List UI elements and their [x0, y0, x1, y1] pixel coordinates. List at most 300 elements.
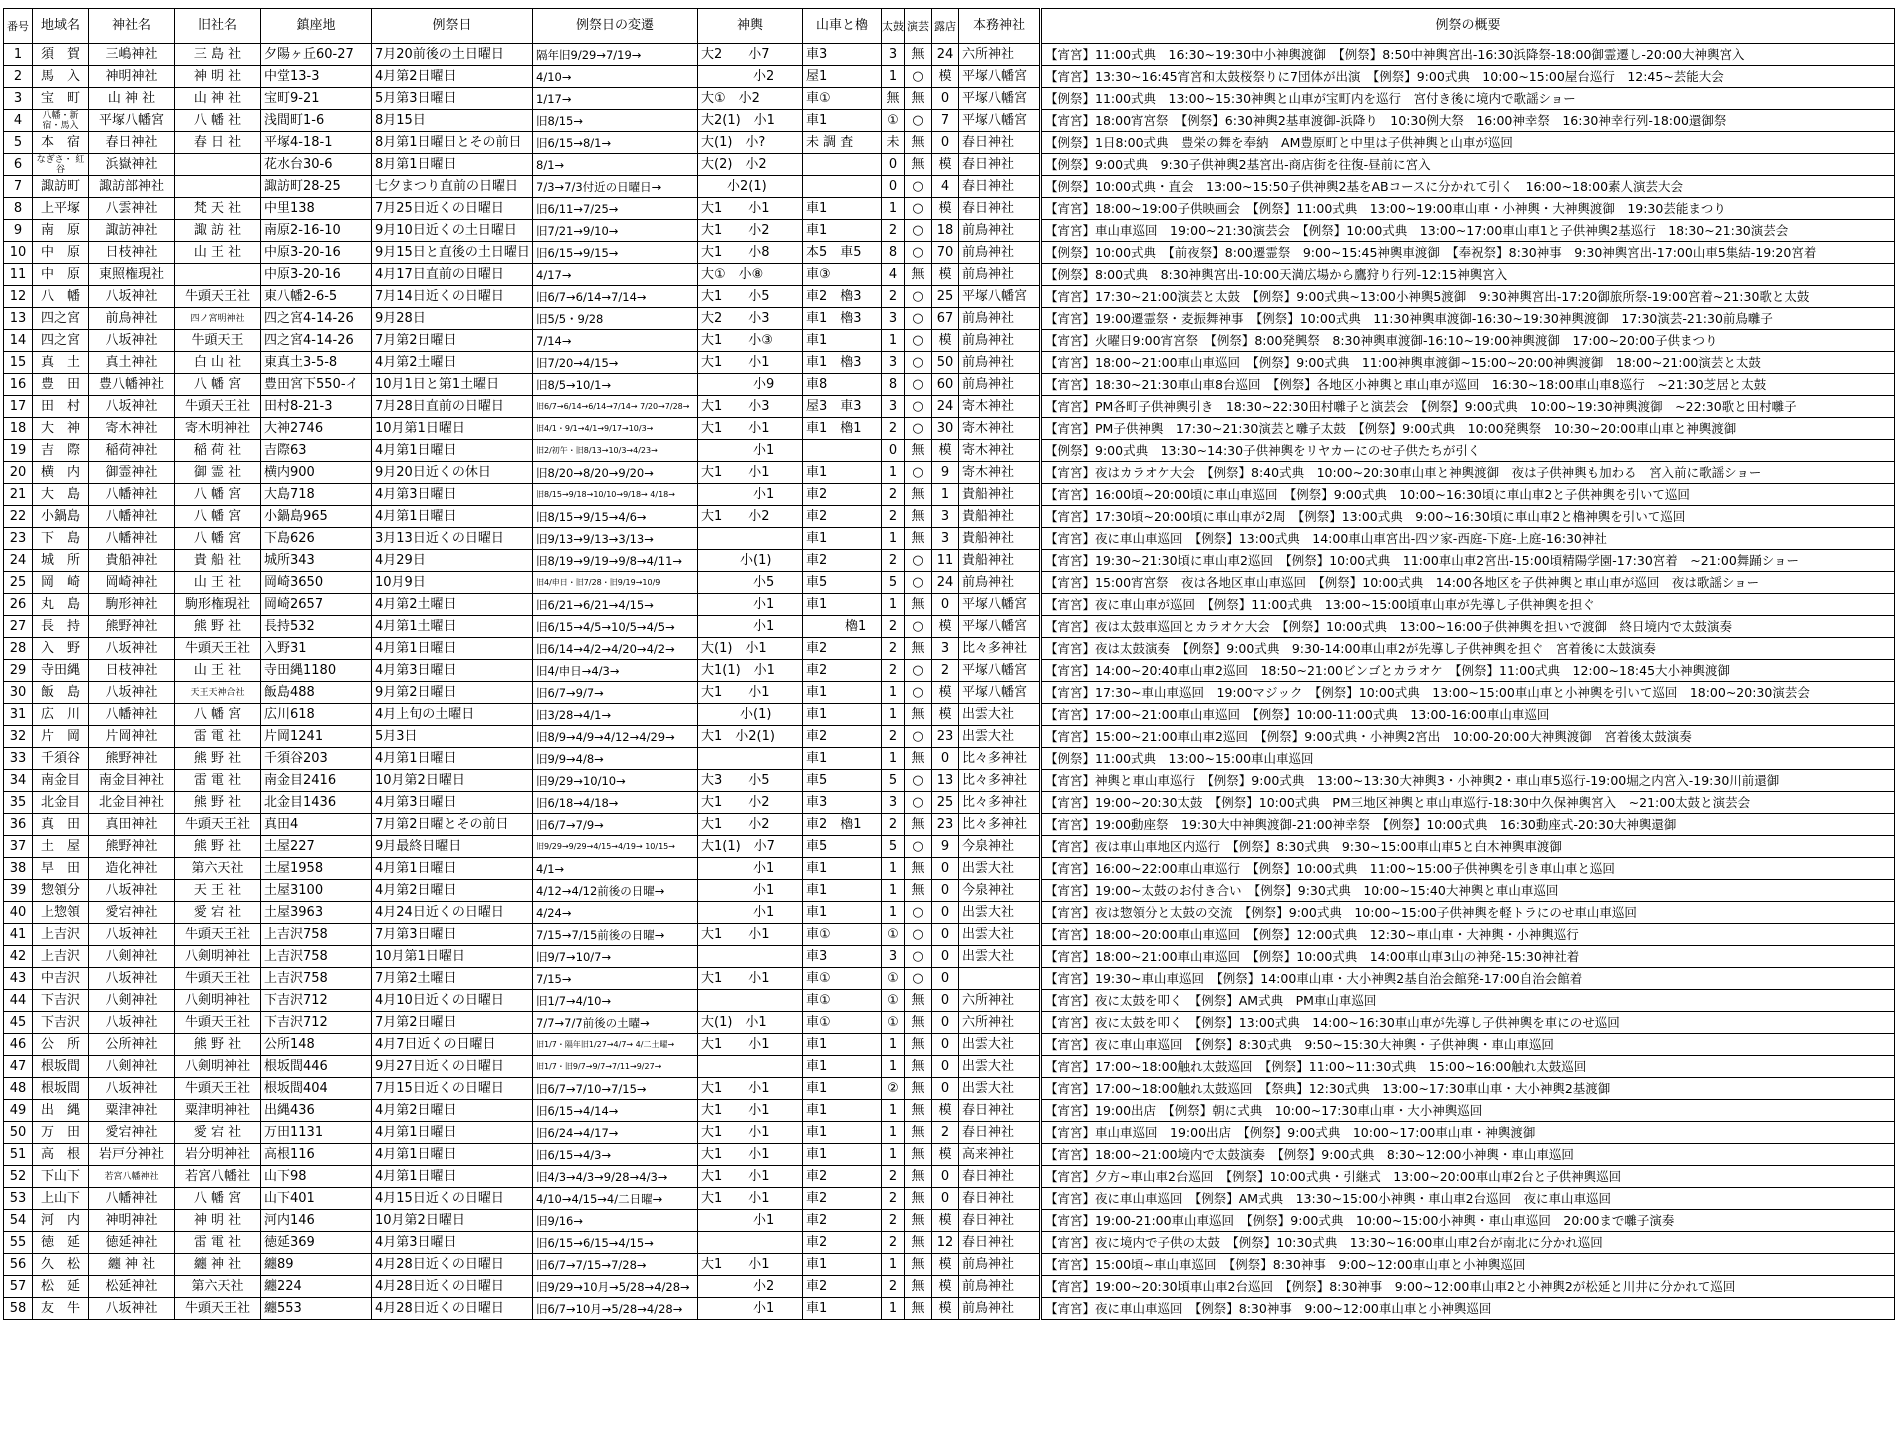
row-stall: 11 [932, 550, 959, 572]
row-no: 4 [4, 110, 33, 132]
row-stall: 70 [932, 242, 959, 264]
row-change: 旧4/1・9/1→4/1→9/17→10/3→ [533, 418, 698, 440]
row-mikoshi: 大(1) 小1 [698, 1012, 803, 1034]
row-old-name: 牛頭天王社 [175, 1012, 261, 1034]
row-performance: ○ [905, 836, 932, 858]
row-dashi: 車3 [803, 44, 882, 66]
table-row [4, 660, 1895, 682]
festival-table [3, 8, 1895, 1320]
row-stall: 0 [932, 1166, 959, 1188]
festival-table-page [3, 8, 1894, 1320]
header-shrine: 神社名 [89, 9, 175, 44]
row-stall: 0 [932, 1188, 959, 1210]
table-row [4, 814, 1895, 836]
row-dashi: 車1 櫓1 [803, 418, 882, 440]
row-change: 7/14→ [533, 330, 698, 352]
row-mikoshi: 大1(1) 小7 [698, 836, 803, 858]
row-stall: 50 [932, 352, 959, 374]
row-no: 14 [4, 330, 33, 352]
table-row [4, 242, 1895, 264]
table-row [4, 88, 1895, 110]
row-summary: 【宵宮】17:00~18:00触れ太鼓巡回 【祭典】12:30式典 13:00~17:30車山車・大小神輿2基渡御 [1041, 1078, 1895, 1100]
row-performance: 無 [905, 1298, 932, 1320]
row-shrine: 御霊神社 [89, 462, 175, 484]
row-festival-day: 9月15日と直後の土日曜日 [372, 242, 533, 264]
row-change: 旧6/21→6/21→4/15→ [533, 594, 698, 616]
row-old-name: 八剣明神社 [175, 1056, 261, 1078]
row-festival-day: 7月第3日曜日 [372, 924, 533, 946]
row-mikoshi: 大1 小1 [698, 1078, 803, 1100]
table-row [4, 44, 1895, 66]
row-area: 早 田 [33, 858, 89, 880]
row-festival-day: 4月10日近くの日曜日 [372, 990, 533, 1012]
row-shrine: 若宮八幡神社 [89, 1166, 175, 1188]
row-drum: ① [882, 110, 905, 132]
row-mikoshi: 小(1) [698, 704, 803, 726]
row-summary: 【宵宮】11:00式典 16:30~19:30中小神輿渡御 【例祭】8:50中神輿宮出-16:30浜降祭-18:00御霊遷し-20:00大神輿宮入 [1041, 44, 1895, 66]
row-shrine: 片岡神社 [89, 726, 175, 748]
row-mikoshi [698, 528, 803, 550]
row-old-name: 八 幡 社 [175, 110, 261, 132]
row-change: 旧9/29→10月→5/28→4/28→ [533, 1276, 698, 1298]
table-row [4, 198, 1895, 220]
row-area: 八幡・新宿・馬入 [33, 110, 89, 132]
row-drum: 1 [882, 1144, 905, 1166]
row-performance: ○ [905, 374, 932, 396]
row-location: 徳延369 [261, 1232, 372, 1254]
row-performance: 無 [905, 594, 932, 616]
row-summary: 【宵宮】17:30頃~20:00頃に車山車が2周 【例祭】13:00式典 9:00~16:30頃に車山車2と櫓神輿を引いて巡回 [1041, 506, 1895, 528]
row-shrine: 纏 神 社 [89, 1254, 175, 1276]
row-old-name: 御 霊 社 [175, 462, 261, 484]
row-festival-day: 5月3日 [372, 726, 533, 748]
row-old-name: 春 日 社 [175, 132, 261, 154]
row-drum: 2 [882, 1188, 905, 1210]
row-old-name: 岩分明神社 [175, 1144, 261, 1166]
header-main-shrine: 本務神社 [959, 9, 1041, 44]
row-drum: 2 [882, 220, 905, 242]
row-location: 真田4 [261, 814, 372, 836]
row-stall: 模 [932, 704, 959, 726]
header-area: 地域名 [33, 9, 89, 44]
row-no: 32 [4, 726, 33, 748]
row-location: 河内146 [261, 1210, 372, 1232]
row-area: 中 原 [33, 264, 89, 286]
row-dashi [803, 154, 882, 176]
row-performance: ○ [905, 660, 932, 682]
row-change: 旧6/24→4/17→ [533, 1122, 698, 1144]
row-location: 田村8-21-3 [261, 396, 372, 418]
row-area: 宝 町 [33, 88, 89, 110]
row-mikoshi: 大1 小1 [698, 1254, 803, 1276]
row-area: 田 村 [33, 396, 89, 418]
row-no: 27 [4, 616, 33, 638]
row-no: 58 [4, 1298, 33, 1320]
row-change: 旧1/7・旧9/7→9/7→7/11→9/27→ [533, 1056, 698, 1078]
row-location: 横内900 [261, 462, 372, 484]
row-dashi: 車2 [803, 638, 882, 660]
row-mikoshi: 大2 小3 [698, 308, 803, 330]
row-change: 旧6/7→9/7→ [533, 682, 698, 704]
row-no: 53 [4, 1188, 33, 1210]
table-row [4, 726, 1895, 748]
row-mikoshi: 大1 小1 [698, 924, 803, 946]
row-drum: 1 [882, 682, 905, 704]
row-old-name: 熊 野 社 [175, 792, 261, 814]
row-festival-day: 7月28日直前の日曜日 [372, 396, 533, 418]
row-main-shrine: 平塚八幡宮 [959, 110, 1041, 132]
row-mikoshi: 大1 小③ [698, 330, 803, 352]
row-no: 18 [4, 418, 33, 440]
row-mikoshi: 大① 小⑧ [698, 264, 803, 286]
row-drum: 3 [882, 946, 905, 968]
row-change: 旧6/15→8/1→ [533, 132, 698, 154]
row-area: 寺田縄 [33, 660, 89, 682]
row-drum: 2 [882, 1276, 905, 1298]
row-main-shrine: 比々多神社 [959, 748, 1041, 770]
row-summary: 【宵宮】19:30~車山車巡回 【例祭】14:00車山車・大小神輿2基自治会館発-17:00自治会館着 [1041, 968, 1895, 990]
row-no: 56 [4, 1254, 33, 1276]
row-festival-day: 4月第3日曜日 [372, 660, 533, 682]
row-shrine: 八坂神社 [89, 330, 175, 352]
row-performance: 無 [905, 132, 932, 154]
row-dashi: 車3 [803, 946, 882, 968]
row-shrine: 平塚八幡宮 [89, 110, 175, 132]
table-body [4, 44, 1895, 1320]
row-stall: 0 [932, 924, 959, 946]
row-dashi: 車1 櫓3 [803, 308, 882, 330]
row-mikoshi: 小1 [698, 440, 803, 462]
table-row [4, 462, 1895, 484]
row-no: 2 [4, 66, 33, 88]
row-drum: 1 [882, 1254, 905, 1276]
row-old-name: 白 山 社 [175, 352, 261, 374]
row-main-shrine: 前鳥神社 [959, 352, 1041, 374]
row-summary: 【宵宮】19:00~20:30太鼓 【例祭】10:00式典 PM三地区神輿と車山車巡行-18:30中久保神輿宮入 ~21:00太鼓と演芸会 [1041, 792, 1895, 814]
row-performance: 無 [905, 154, 932, 176]
row-old-name: 八 幡 宮 [175, 374, 261, 396]
row-summary: 【宵宮】車山車巡回 19:00出店 【例祭】9:00式典 10:00~17:00車山車・神輿渡御 [1041, 1122, 1895, 1144]
row-dashi: 車2 [803, 1166, 882, 1188]
row-summary: 【例祭】10:00式典 【前夜祭】8:00遷霊祭 9:00~15:45神輿車渡御 【奉祝祭】8:30神事 9:30神輿宮出-17:00山車5集結-19:20宮着 [1041, 242, 1895, 264]
row-location: 公所148 [261, 1034, 372, 1056]
row-stall: 模 [932, 198, 959, 220]
row-old-name [175, 176, 261, 198]
row-no: 54 [4, 1210, 33, 1232]
row-shrine: 八坂神社 [89, 924, 175, 946]
row-summary: 【例祭】9:00式典 13:30~14:30子供神輿をリヤカーにのせ子供たちが引く [1041, 440, 1895, 462]
table-row [4, 264, 1895, 286]
row-stall: 24 [932, 396, 959, 418]
row-drum: 4 [882, 264, 905, 286]
row-area: 松 延 [33, 1276, 89, 1298]
row-area: 土 屋 [33, 836, 89, 858]
row-shrine: 東照権現社 [89, 264, 175, 286]
row-mikoshi: 大1 小5 [698, 286, 803, 308]
row-festival-day: 3月13日近くの日曜日 [372, 528, 533, 550]
row-dashi: 車2 [803, 1276, 882, 1298]
row-performance: ○ [905, 770, 932, 792]
row-location: 根坂間446 [261, 1056, 372, 1078]
row-drum: 2 [882, 1166, 905, 1188]
row-main-shrine: 春日神社 [959, 1122, 1041, 1144]
row-festival-day: 7月第2日曜日 [372, 1012, 533, 1034]
row-mikoshi: 小1 [698, 594, 803, 616]
row-change: 4/10→4/15→4/二日曜→ [533, 1188, 698, 1210]
row-festival-day: 4月第3日曜日 [372, 1232, 533, 1254]
row-performance: 無 [905, 1056, 932, 1078]
row-old-name: 熊 野 社 [175, 748, 261, 770]
row-main-shrine: 春日神社 [959, 198, 1041, 220]
row-main-shrine: 前鳥神社 [959, 1254, 1041, 1276]
row-shrine: 公所神社 [89, 1034, 175, 1056]
row-summary: 【宵宮】夜に境内で子供の太鼓 【例祭】10:30式典 13:30~16:00車山車2台が南北に分かれ巡回 [1041, 1232, 1895, 1254]
row-main-shrine: 出雲大社 [959, 946, 1041, 968]
row-dashi: 車1 [803, 704, 882, 726]
row-festival-day: 4月7日近くの日曜日 [372, 1034, 533, 1056]
row-area: 横 内 [33, 462, 89, 484]
row-old-name: 熊 野 社 [175, 1034, 261, 1056]
row-location: 南金目2416 [261, 770, 372, 792]
row-no: 5 [4, 132, 33, 154]
row-main-shrine: 前鳥神社 [959, 1298, 1041, 1320]
row-mikoshi: 大2(1) 小1 [698, 110, 803, 132]
row-dashi [803, 440, 882, 462]
row-dashi: 車1 [803, 1254, 882, 1276]
row-mikoshi: 大1 小1 [698, 1034, 803, 1056]
row-location: 南原2-16-10 [261, 220, 372, 242]
row-area: 真 土 [33, 352, 89, 374]
row-change: 旧8/9→4/9→4/12→4/29→ [533, 726, 698, 748]
row-drum: 1 [882, 1056, 905, 1078]
row-drum: 8 [882, 374, 905, 396]
header-old-name: 旧社名 [175, 9, 261, 44]
row-mikoshi: 大1 小3 [698, 396, 803, 418]
row-area: 上山下 [33, 1188, 89, 1210]
row-drum: 0 [882, 176, 905, 198]
row-main-shrine: 春日神社 [959, 1232, 1041, 1254]
row-dashi: 車1 櫓3 [803, 352, 882, 374]
row-area: 入 野 [33, 638, 89, 660]
row-area: 根坂間 [33, 1078, 89, 1100]
row-change: 旧9/29→10/10→ [533, 770, 698, 792]
row-performance: ○ [905, 924, 932, 946]
row-main-shrine: 貴船神社 [959, 484, 1041, 506]
row-stall: 模 [932, 1210, 959, 1232]
row-main-shrine: 今泉神社 [959, 880, 1041, 902]
row-drum: ① [882, 990, 905, 1012]
row-main-shrine: 前鳥神社 [959, 330, 1041, 352]
row-location: 飯島488 [261, 682, 372, 704]
row-stall: 模 [932, 1298, 959, 1320]
row-mikoshi: 大1 小8 [698, 242, 803, 264]
table-row [4, 1012, 1895, 1034]
row-performance: ○ [905, 902, 932, 924]
row-dashi: 車① [803, 1012, 882, 1034]
row-mikoshi [698, 748, 803, 770]
row-summary: 【宵宮】13:30~16:45宵宮和太鼓桜祭りに7団体が出演 【例祭】9:00式典 10:00~15:00屋台巡行 12:45~芸能大会 [1041, 66, 1895, 88]
table-row [4, 1298, 1895, 1320]
row-summary: 【宵宮】PM各町子供神輿引き 18:30~22:30田村囃子と演芸会 【例祭】9:00式典 10:00~19:30神輿渡御 ~22:30歌と田村囃子 [1041, 396, 1895, 418]
row-drum: 2 [882, 484, 905, 506]
row-mikoshi: 大1 小2(1) [698, 726, 803, 748]
row-change: 1/17→ [533, 88, 698, 110]
row-performance: 無 [905, 264, 932, 286]
row-stall: 0 [932, 902, 959, 924]
row-dashi: 屋3 車3 [803, 396, 882, 418]
row-shrine: 日枝神社 [89, 242, 175, 264]
row-no: 33 [4, 748, 33, 770]
header-festival-day: 例祭日 [372, 9, 533, 44]
row-change: 旧7/20→4/15→ [533, 352, 698, 374]
table-row [4, 1210, 1895, 1232]
row-change: 旧8/15→9/15→4/6→ [533, 506, 698, 528]
row-no: 28 [4, 638, 33, 660]
row-dashi: 車2 櫓3 [803, 286, 882, 308]
row-dashi: 車① [803, 88, 882, 110]
row-location: 下吉沢712 [261, 990, 372, 1012]
row-performance: ○ [905, 110, 932, 132]
row-location: 上吉沢758 [261, 924, 372, 946]
row-drum: 0 [882, 440, 905, 462]
row-stall: 24 [932, 44, 959, 66]
row-performance: ○ [905, 946, 932, 968]
row-area: 豊 田 [33, 374, 89, 396]
row-no: 36 [4, 814, 33, 836]
row-old-name: 若宮八幡社 [175, 1166, 261, 1188]
row-change: 7/7→7/7前後の土曜→ [533, 1012, 698, 1034]
row-festival-day: 10月第1日曜日 [372, 418, 533, 440]
row-change: 旧9/7→10/7→ [533, 946, 698, 968]
table-row [4, 792, 1895, 814]
row-change: 隔年旧9/29→7/19→ [533, 44, 698, 66]
row-dashi: 車8 [803, 374, 882, 396]
row-festival-day: 4月第2土曜日 [372, 352, 533, 374]
row-change: 旧2/初午・旧8/13→10/3→4/23→ [533, 440, 698, 462]
row-old-name: 八剣明神社 [175, 946, 261, 968]
row-mikoshi [698, 1056, 803, 1078]
row-change: 旧6/15→4/5→10/5→4/5→ [533, 616, 698, 638]
row-no: 19 [4, 440, 33, 462]
row-main-shrine: 比々多神社 [959, 770, 1041, 792]
table-row [4, 990, 1895, 1012]
row-no: 21 [4, 484, 33, 506]
row-area: 馬 入 [33, 66, 89, 88]
row-no: 55 [4, 1232, 33, 1254]
table-row [4, 286, 1895, 308]
row-location: 入野31 [261, 638, 372, 660]
row-shrine: 熊野神社 [89, 836, 175, 858]
row-mikoshi: 小1 [698, 616, 803, 638]
row-no: 48 [4, 1078, 33, 1100]
row-drum: 3 [882, 396, 905, 418]
row-drum: 2 [882, 1210, 905, 1232]
row-shrine: 貴船神社 [89, 550, 175, 572]
row-old-name: 貴 船 社 [175, 550, 261, 572]
row-no: 39 [4, 880, 33, 902]
row-main-shrine: 前鳥神社 [959, 374, 1041, 396]
row-change: 旧1/7・隔年旧1/27→4/7→ 4/二土曜→ [533, 1034, 698, 1056]
row-no: 43 [4, 968, 33, 990]
row-performance: 無 [905, 484, 932, 506]
row-festival-day: 7月20前後の土日曜日 [372, 44, 533, 66]
row-dashi: 車2 [803, 506, 882, 528]
row-change: 旧6/18→4/18→ [533, 792, 698, 814]
row-no: 45 [4, 1012, 33, 1034]
row-no: 20 [4, 462, 33, 484]
row-old-name [175, 154, 261, 176]
row-drum: 1 [882, 198, 905, 220]
row-change: 旧5/5・9/28 [533, 308, 698, 330]
row-mikoshi: 大1 小1 [698, 352, 803, 374]
row-old-name: 雷 電 社 [175, 726, 261, 748]
row-area: なぎさ・ 紅谷 [33, 154, 89, 176]
row-summary: 【宵宮】18:00宵宮祭 【例祭】6:30神輿2基車渡御-浜降り 10:30例大祭 16:00神幸祭 16:30神幸行列-18:00還御祭 [1041, 110, 1895, 132]
row-location: 片岡1241 [261, 726, 372, 748]
row-area: 河 内 [33, 1210, 89, 1232]
header-mikoshi: 神輿 [698, 9, 803, 44]
row-performance: 無 [905, 1034, 932, 1056]
row-stall: 0 [932, 132, 959, 154]
row-dashi: 車1 [803, 594, 882, 616]
table-row [4, 704, 1895, 726]
row-mikoshi: 大1 小2 [698, 220, 803, 242]
row-dashi: 車5 [803, 770, 882, 792]
table-row [4, 1166, 1895, 1188]
table-row [4, 1100, 1895, 1122]
row-shrine: 神明神社 [89, 66, 175, 88]
table-row [4, 902, 1895, 924]
row-location: 中原3-20-16 [261, 242, 372, 264]
row-performance: ○ [905, 242, 932, 264]
row-festival-day: 4月第2日曜日 [372, 66, 533, 88]
row-area: 根坂間 [33, 1056, 89, 1078]
row-area: 吉 際 [33, 440, 89, 462]
row-area: 真 田 [33, 814, 89, 836]
row-dashi: 車2 [803, 726, 882, 748]
row-main-shrine: 比々多神社 [959, 638, 1041, 660]
row-stall: 25 [932, 792, 959, 814]
row-stall: 模 [932, 682, 959, 704]
row-mikoshi: 大1(1) 小1 [698, 660, 803, 682]
table-row [4, 968, 1895, 990]
row-old-name: 天 王 社 [175, 880, 261, 902]
row-performance: 無 [905, 880, 932, 902]
row-no: 16 [4, 374, 33, 396]
row-location: 纏89 [261, 1254, 372, 1276]
row-performance: ○ [905, 572, 932, 594]
table-row [4, 154, 1895, 176]
row-old-name: 八 幡 宮 [175, 1188, 261, 1210]
row-mikoshi: 大(1) 小? [698, 132, 803, 154]
table-row [4, 352, 1895, 374]
row-dashi: 車1 [803, 1122, 882, 1144]
row-stall: 23 [932, 726, 959, 748]
row-stall: 3 [932, 528, 959, 550]
row-drum: 0 [882, 154, 905, 176]
row-area: 諏訪町 [33, 176, 89, 198]
row-festival-day: 4月15日近くの日曜日 [372, 1188, 533, 1210]
row-area: 高 根 [33, 1144, 89, 1166]
row-shrine: 八幡神社 [89, 528, 175, 550]
table-row [4, 682, 1895, 704]
row-change: 旧8/5→10/1→ [533, 374, 698, 396]
row-old-name [175, 264, 261, 286]
row-dashi: 車2 [803, 660, 882, 682]
row-change: 旧9/9→4/8→ [533, 748, 698, 770]
row-location: 土屋3963 [261, 902, 372, 924]
row-area: 片 岡 [33, 726, 89, 748]
